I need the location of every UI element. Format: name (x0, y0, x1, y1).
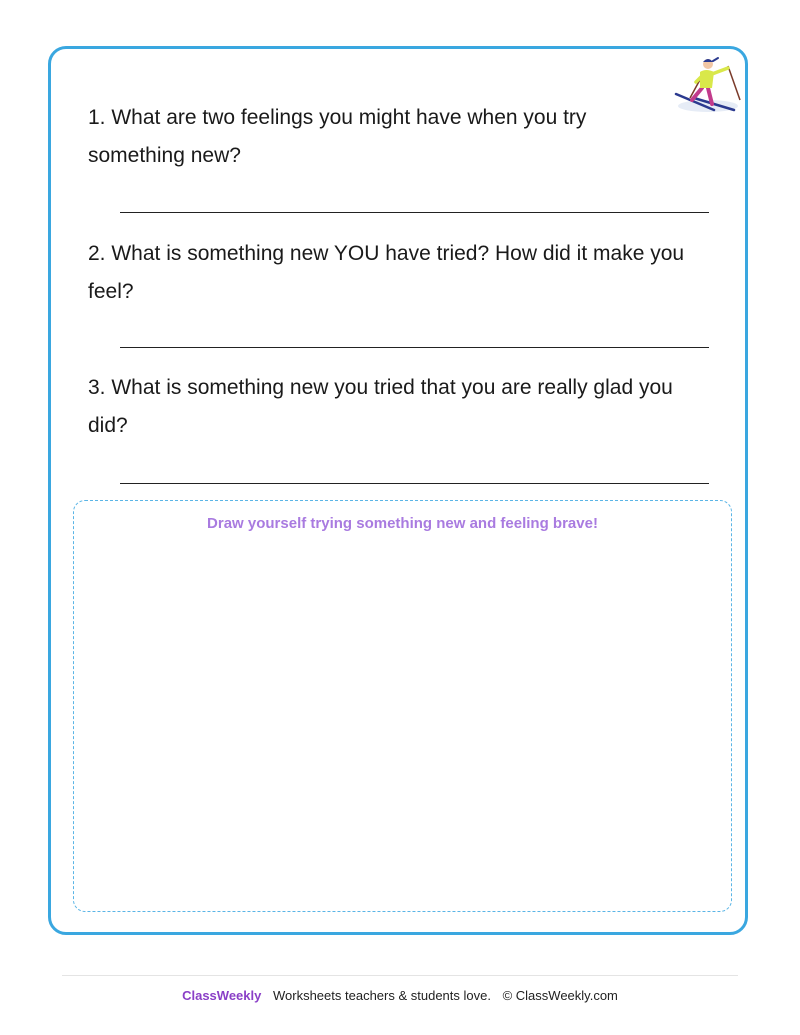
question-3: 3. What is something new you tried that you are really glad you did? (88, 376, 673, 437)
footer-divider (62, 975, 738, 976)
answer-line-2[interactable] (120, 347, 709, 348)
answer-line-1[interactable] (120, 212, 709, 213)
footer-copyright: © ClassWeekly.com (502, 988, 618, 1003)
footer-brand: ClassWeekly (182, 988, 262, 1003)
drawing-area[interactable] (73, 500, 732, 912)
drawing-prompt: Draw yourself trying something new and feeling brave! (207, 515, 598, 532)
answer-line-3[interactable] (120, 483, 709, 484)
question-1: 1. What are two feelings you might have when you try something new? (88, 106, 587, 167)
question-2: 2. What is something new YOU have tried? How did it make you feel? (88, 242, 685, 303)
footer (0, 988, 800, 1003)
footer-tagline: Worksheets teachers & students love. (272, 988, 491, 1003)
